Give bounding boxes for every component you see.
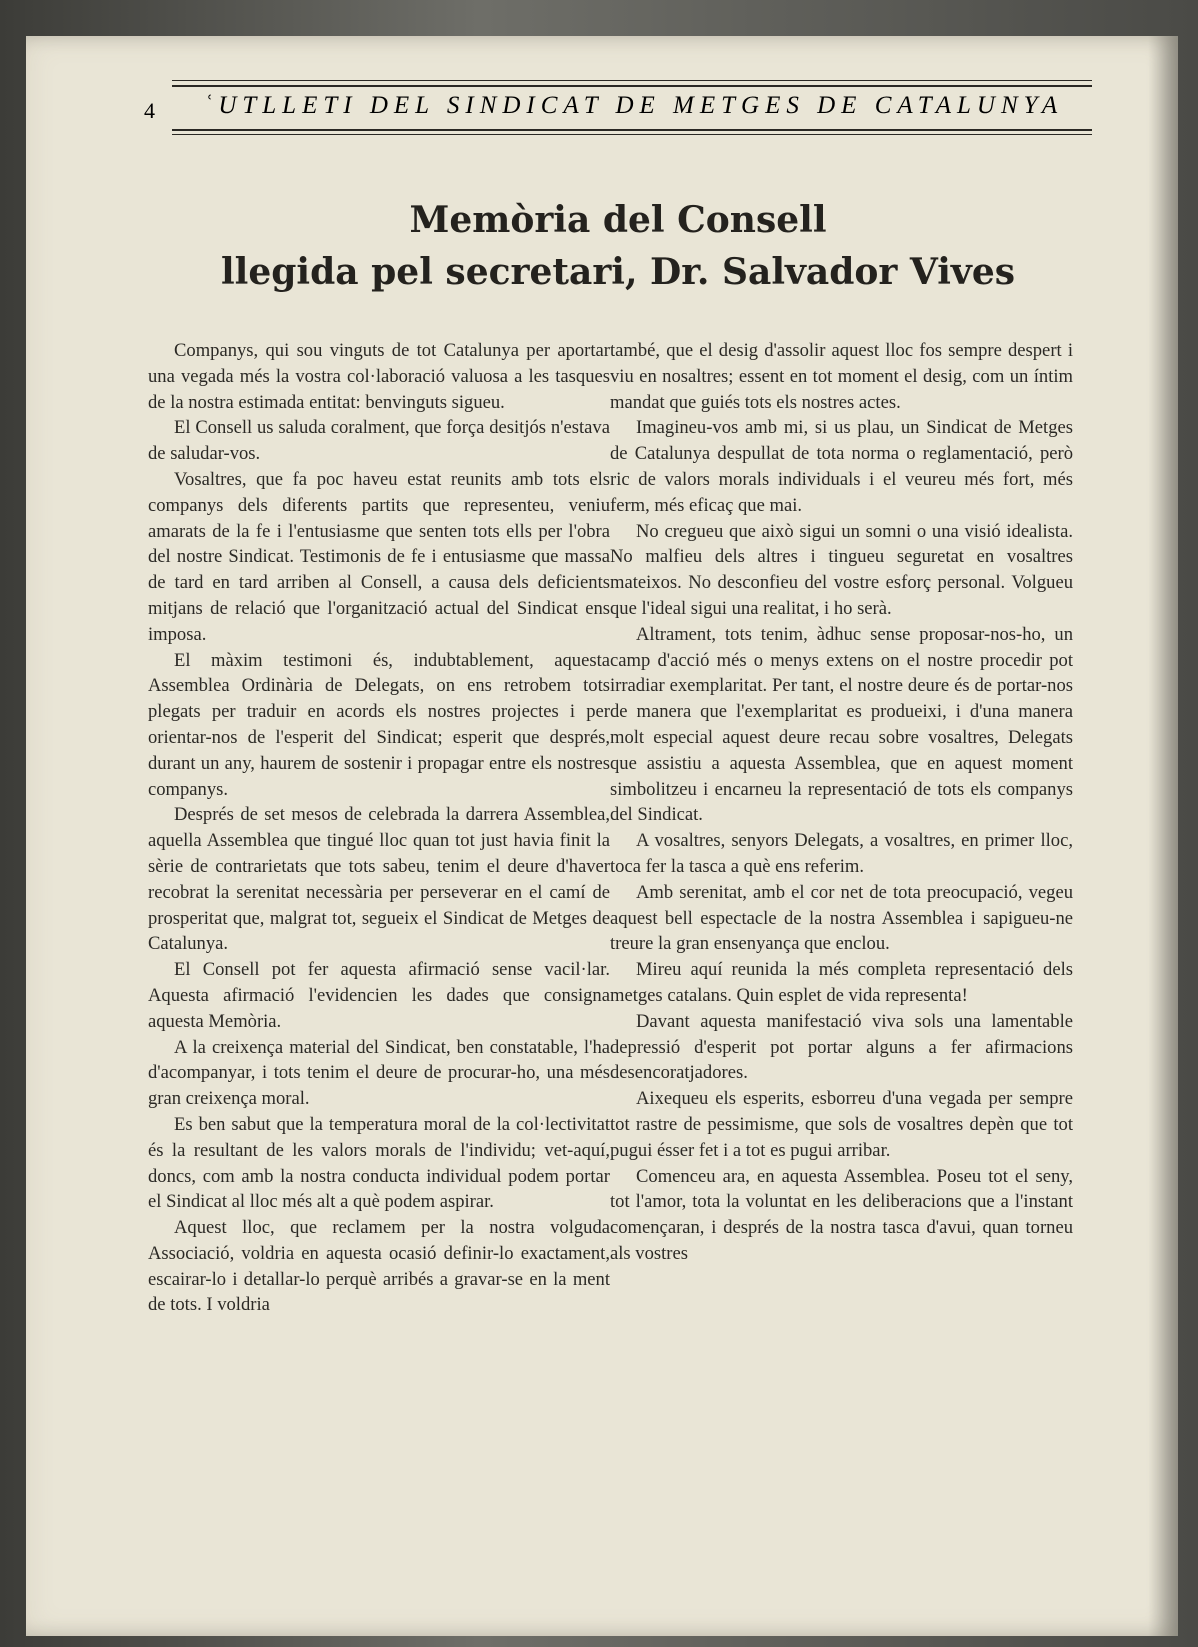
paragraph: El Consell pot fer aquesta afirmació sense vacil·lar. Aquesta afirmació l'evidencien les dades que consigna aquesta Memòria.	[148, 959, 610, 1032]
page-edge-shadow	[1148, 36, 1178, 1636]
paragraph: Comenceu ara, en aquesta Assemblea. Poseu tot el seny, tot l'amor, tota la voluntat en les deliberacions que a l'instant començaran, i després de la nostra tasca d'avui, quan torneu als vostres	[610, 1165, 1073, 1264]
paragraph: El Consell us saluda coralment, que força desitjós n'estava de saludar-vos.	[148, 417, 610, 465]
paragraph: A vosaltres, senyors Delegats, a vosaltres, en primer lloc, toca fer la tasca a què ens referim.	[610, 830, 1073, 877]
paragraph: No cregueu que això sigui un somni o una visió idealista. No malfieu dels altres i tingueu seguretat en vosaltres mateixos. No desconfieu del vostre esforç personal. Volgueu que l'ideal sigui una realitat, i ho serà.	[610, 520, 1073, 619]
header-rule-bottom	[172, 134, 1092, 135]
header-rule-bottom-thick	[172, 129, 1092, 131]
paragraph: A la creixença material del Sindicat, ben constatable, l'ha d'acompanyar, i tots tenim el deure de procurar-ho, una més gran creixença moral.	[148, 1036, 610, 1110]
paragraph-continued: també, que el desig d'assolir aquest lloc fos sempre despert i viu en nosaltres; essent en tot moment el desig, com un íntim mandat que guiés tots els nostres actes.	[610, 340, 1073, 413]
journal-title: ʿUTLLETI DEL SINDICAT DE METGES DE CATALUNYA	[204, 92, 1064, 119]
paragraph: Després de set mesos de celebrada la darrera Assemblea, aquella Assemblea que tingué lloc quan tot just havia finit la sèrie de contrarietats que tots sabeu, tenim el deure d'haver recobrat la serenitat necessària per perseverar en el camí de prosperitat que, malgrat tot, segueix el Sindicat de Metges de Catalunya.	[148, 804, 610, 955]
paragraph: Amb serenitat, amb el cor net de tota preocupació, vegeu aquest bell espectacle de la nostra Assemblea i sapigueu-ne treure la gran ensenyança que enclou.	[610, 881, 1073, 955]
paragraph: Mireu aquí reunida la més completa representació dels metges catalans. Quin esplet de vida representa!	[610, 959, 1073, 1006]
article-title-line-2: llegida pel secretari, Dr. Salvador Vives	[221, 251, 1015, 293]
paragraph: El màxim testimoni és, indubtablement, aquesta Assemblea Ordinària de Delegats, on ens retrobem tots plegats per traduir en acords els nostres projectes i per orientar-nos de l'esperit del Sindicat; esperit que després, durant un any, haurem de sostenir i propagar entre els nostres companys.	[148, 649, 610, 800]
paragraph: Altrament, tots tenim, àdhuc sense proposar-nos-ho, un camp d'acció més o menys extens on el nostre procedir pot irradiar exemplaritat. Per tant, el nostre deure és de portar-nos de manera que l'exemplaritat es produeixi, i d'una manera molt especial aquest deure recau sobre vosaltres, Delegats que assistiu a aquesta Assemblea, que en aquest moment simbolitzeu i encarneu la representació de tots els companys del Sindicat.	[610, 623, 1073, 826]
article-title-line-1: Memòria del Consell	[409, 199, 827, 241]
right-column	[610, 338, 1073, 1267]
paragraph: Es ben sabut que la temperatura moral de la col·lectivitat és la resultant de les valors morals de l'individu; vet-aquí, doncs, com amb la nostra conducta individual podem portar el Sindicat al lloc més alt a què podem aspirar.	[148, 1113, 610, 1213]
header-rule-top-thick	[172, 85, 1092, 87]
paragraph: Companys, qui sou vinguts de tot Catalunya per aportar una vegada més la vostra col·laboració valuosa a les tasques de la nostra estimada entitat: benvinguts sigueu.	[148, 340, 610, 413]
paragraph: Vosaltres, que fa poc haveu estat reunits amb tots els companys dels diferents partits que representeu, veniu amarats de la fe i l'entusiasme que senten tots ells per l'obra del nostre Sindicat. Testimonis de fe i entusiasme que massa de tard en tard arriben al Consell, a causa dels deficients mitjans de relació que l'organització actual del Sindicat ens imposa.	[148, 468, 610, 645]
header-rule-top	[172, 80, 1092, 81]
paragraph: Imagineu-vos amb mi, si us plau, un Sindicat de Metges de Catalunya despullat de tota norma o reglamentació, però ric de valors morals individuals i el veureu més fort, més ferm, més eficaç que mai.	[610, 417, 1073, 516]
running-header	[144, 80, 1092, 142]
left-column	[148, 338, 610, 1318]
article-title	[144, 194, 1092, 298]
paragraph: Aixequeu els esperits, esborreu d'una vegada per sempre tot rastre de pessimisme, que sols de vosaltres depèn que tot pugui ésser fet i a tot es pugui arribar.	[610, 1088, 1073, 1161]
paragraph: Davant aquesta manifestació viva sols una lamentable depressió d'esperit pot portar alguns a fer afirmacions desencoratjadores.	[610, 1010, 1073, 1084]
paragraph: Aquest lloc, que reclamem per la nostra volguda Associació, voldria en aquesta ocasió definir-lo exactament, escairar-lo i detallar-lo perquè arribés a gravar-se en la ment de tots. I voldria	[148, 1217, 610, 1316]
page-number: 4	[144, 98, 156, 123]
